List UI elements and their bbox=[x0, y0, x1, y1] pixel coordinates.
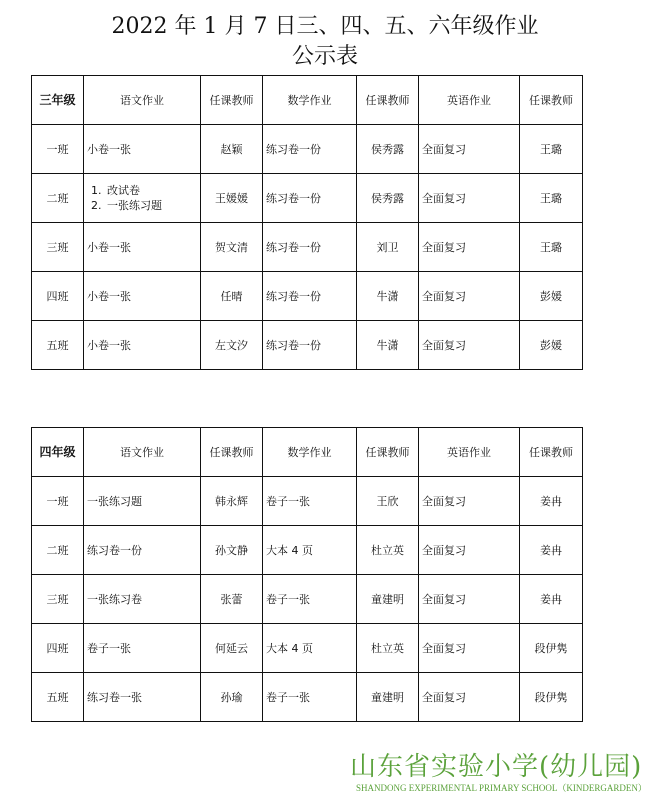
class-cell: 四班 bbox=[32, 624, 84, 673]
table-row bbox=[32, 125, 583, 174]
math-homework-cell: 大本 4 页 bbox=[263, 624, 357, 673]
english-homework-cell: 全面复习 bbox=[419, 526, 520, 575]
english-teacher-cell: 王璐 bbox=[520, 174, 583, 223]
chinese-homework-list bbox=[87, 183, 197, 213]
math-teacher-cell: 刘卫 bbox=[357, 223, 419, 272]
class-cell: 一班 bbox=[32, 477, 84, 526]
header-english: 英语作业 bbox=[419, 76, 520, 125]
header-english: 英语作业 bbox=[419, 428, 520, 477]
grade-label: 四年级 bbox=[32, 428, 84, 477]
math-homework-cell: 练习卷一份 bbox=[263, 272, 357, 321]
header-math: 数学作业 bbox=[263, 76, 357, 125]
chinese-homework-cell: 卷子一张 bbox=[84, 624, 201, 673]
math-homework-cell: 练习卷一份 bbox=[263, 223, 357, 272]
header-teacher: 任课教师 bbox=[201, 76, 263, 125]
class-cell: 一班 bbox=[32, 125, 84, 174]
math-teacher-cell: 王欣 bbox=[357, 477, 419, 526]
table-row bbox=[32, 575, 583, 624]
english-homework-cell: 全面复习 bbox=[419, 673, 520, 722]
english-teacher-cell: 王璐 bbox=[520, 223, 583, 272]
header-teacher: 任课教师 bbox=[520, 428, 583, 477]
math-teacher-cell: 牛潇 bbox=[357, 321, 419, 370]
math-teacher-cell: 童建明 bbox=[357, 673, 419, 722]
header-teacher: 任课教师 bbox=[357, 76, 419, 125]
math-homework-cell: 练习卷一份 bbox=[263, 321, 357, 370]
english-homework-cell: 全面复习 bbox=[419, 477, 520, 526]
table-header-row bbox=[32, 428, 583, 477]
table-row bbox=[32, 272, 583, 321]
chinese-homework-cell: 小卷一张 bbox=[84, 223, 201, 272]
chinese-homework-cell: 一张练习卷 bbox=[84, 575, 201, 624]
math-homework-cell: 卷子一张 bbox=[263, 575, 357, 624]
chinese-homework-cell: 小卷一张 bbox=[84, 272, 201, 321]
math-teacher-cell: 杜立英 bbox=[357, 526, 419, 575]
chinese-teacher-cell: 贺文清 bbox=[201, 223, 263, 272]
chinese-homework-cell: 练习卷一张 bbox=[84, 673, 201, 722]
english-homework-cell: 全面复习 bbox=[419, 125, 520, 174]
page-title: 2022 年 1 月 7 日三、四、五、六年级作业 bbox=[111, 14, 539, 39]
english-homework-cell: 全面复习 bbox=[419, 223, 520, 272]
header-math: 数学作业 bbox=[263, 428, 357, 477]
list-item: 1. 改试卷 bbox=[105, 183, 197, 198]
table-row bbox=[32, 477, 583, 526]
chinese-homework-cell: 小卷一张 bbox=[84, 125, 201, 174]
class-cell: 三班 bbox=[32, 223, 84, 272]
english-homework-cell: 全面复习 bbox=[419, 624, 520, 673]
english-homework-cell: 全面复习 bbox=[419, 575, 520, 624]
school-logo bbox=[350, 746, 650, 800]
class-cell: 五班 bbox=[32, 673, 84, 722]
math-homework-cell: 练习卷一份 bbox=[263, 174, 357, 223]
table-row bbox=[32, 526, 583, 575]
english-teacher-cell: 彭媛 bbox=[520, 321, 583, 370]
chinese-teacher-cell: 赵颖 bbox=[201, 125, 263, 174]
school-name-cn: 山东省实验小学(幼儿园) bbox=[350, 752, 643, 782]
chinese-homework-cell: 一张练习题 bbox=[84, 477, 201, 526]
table-row bbox=[32, 321, 583, 370]
math-teacher-cell: 童建明 bbox=[357, 575, 419, 624]
class-cell: 二班 bbox=[32, 174, 84, 223]
class-cell: 五班 bbox=[32, 321, 84, 370]
class-cell: 三班 bbox=[32, 575, 84, 624]
english-teacher-cell: 姜冉 bbox=[520, 575, 583, 624]
list-item: 2. 一张练习题 bbox=[105, 198, 197, 213]
math-homework-cell: 大本 4 页 bbox=[263, 526, 357, 575]
school-name-en: SHANDONG EXPERIMENTAL PRIMARY SCHOOL（KINDERGARDEN） bbox=[356, 783, 647, 793]
chinese-homework-cell: 练习卷一份 bbox=[84, 526, 201, 575]
english-homework-cell: 全面复习 bbox=[419, 321, 520, 370]
english-teacher-cell: 段伊隽 bbox=[520, 673, 583, 722]
chinese-teacher-cell: 王媛媛 bbox=[201, 174, 263, 223]
table-row bbox=[32, 223, 583, 272]
english-teacher-cell: 姜冉 bbox=[520, 477, 583, 526]
chinese-teacher-cell: 孙文静 bbox=[201, 526, 263, 575]
header-chinese: 语文作业 bbox=[84, 76, 201, 125]
english-teacher-cell: 段伊隽 bbox=[520, 624, 583, 673]
grade-label: 三年级 bbox=[32, 76, 84, 125]
page-subtitle: 公示表 bbox=[291, 44, 358, 69]
english-homework-cell: 全面复习 bbox=[419, 272, 520, 321]
math-teacher-cell: 杜立英 bbox=[357, 624, 419, 673]
chinese-homework-cell bbox=[84, 174, 201, 223]
english-teacher-cell: 彭媛 bbox=[520, 272, 583, 321]
class-cell: 四班 bbox=[32, 272, 84, 321]
math-teacher-cell: 侯秀露 bbox=[357, 125, 419, 174]
chinese-teacher-cell: 任晴 bbox=[201, 272, 263, 321]
chinese-teacher-cell: 孙瑜 bbox=[201, 673, 263, 722]
chinese-teacher-cell: 何延云 bbox=[201, 624, 263, 673]
header-teacher: 任课教师 bbox=[201, 428, 263, 477]
math-homework-cell: 卷子一张 bbox=[263, 673, 357, 722]
chinese-teacher-cell: 张蕾 bbox=[201, 575, 263, 624]
chinese-homework-cell: 小卷一张 bbox=[84, 321, 201, 370]
header-teacher: 任课教师 bbox=[520, 76, 583, 125]
chinese-teacher-cell: 韩永辉 bbox=[201, 477, 263, 526]
grade4-homework-table bbox=[31, 427, 583, 722]
english-teacher-cell: 姜冉 bbox=[520, 526, 583, 575]
table-row bbox=[32, 174, 583, 223]
math-teacher-cell: 牛潇 bbox=[357, 272, 419, 321]
header-chinese: 语文作业 bbox=[84, 428, 201, 477]
table-header-row bbox=[32, 76, 583, 125]
table-row bbox=[32, 673, 583, 722]
math-teacher-cell: 侯秀露 bbox=[357, 174, 419, 223]
english-homework-cell: 全面复习 bbox=[419, 174, 520, 223]
chinese-teacher-cell: 左文汐 bbox=[201, 321, 263, 370]
math-homework-cell: 练习卷一份 bbox=[263, 125, 357, 174]
table-row bbox=[32, 624, 583, 673]
grade3-homework-table bbox=[31, 75, 583, 370]
math-homework-cell: 卷子一张 bbox=[263, 477, 357, 526]
class-cell: 二班 bbox=[32, 526, 84, 575]
header-teacher: 任课教师 bbox=[357, 428, 419, 477]
english-teacher-cell: 王璐 bbox=[520, 125, 583, 174]
